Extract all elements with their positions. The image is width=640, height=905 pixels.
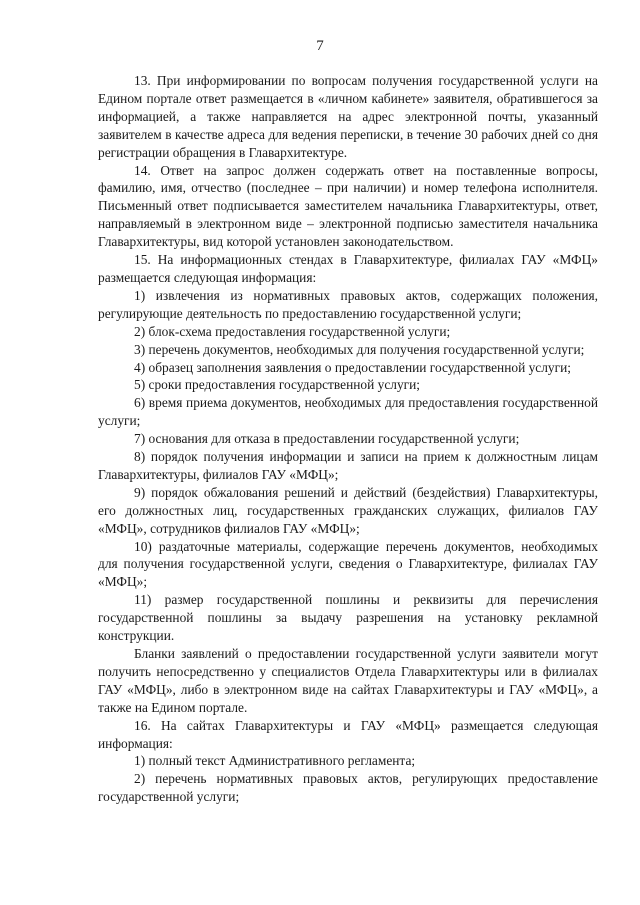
list-item: 2) перечень нормативных правовых актов, регулирующих предоставление государственной услуги; — [98, 771, 598, 805]
list-item: 8) порядок получения информации и записи на прием к должностным лицам Главархитектуры, филиалов ГАУ «МФЦ»; — [98, 449, 598, 482]
paragraph-14: 14. Ответ на запрос должен содержать ответ на поставленные вопросы, фамилию, имя, отчество (последнее – при наличии) и номер телефона исполнителя. Письменный ответ подписывается заместителем начальника Главархитектуры, ответ, направляемый в электронном виде – электронной подписью заместителя начальника Главархитектуры, вид которой установлен законодательством. — [98, 162, 598, 250]
list-item: 10) раздаточные материалы, содержащие перечень документов, необходимых для получения государственной услуги, сведения о Главархитектуре, филиалах ГАУ «МФЦ»; — [98, 538, 598, 590]
list-item: 2) блок-схема предоставления государственной услуги; — [134, 323, 451, 339]
list-item: 1) извлечения из нормативных правовых актов, содержащих положения, регулирующие деятельность по предоставлению государственной услуги; — [98, 287, 598, 321]
list-item: 1) полный текст Административного регламента; — [134, 753, 416, 769]
list-item: 6) время приема документов, необходимых для предоставления государственной услуги; — [98, 395, 598, 429]
document-body — [98, 72, 598, 806]
list-item: 7) основания для отказа в предоставлении государственной услуги; — [134, 431, 520, 447]
list-item: 9) порядок обжалования решений и действий (бездействия) Главархитектуры, его должностных лиц, государственных гражданских служащих, филиалов ГАУ «МФЦ», сотрудников филиалов ГАУ «МФЦ»; — [98, 484, 598, 536]
paragraph-16: 16. На сайтах Главархитектуры и ГАУ «МФЦ» размещается следующая информация: — [98, 717, 598, 751]
list-item: 3) перечень документов, необходимых для получения государственной услуги; — [134, 341, 585, 357]
forms-paragraph: Бланки заявлений о предоставлении государственной услуги заявители могут получить непосредственно у специалистов Отдела Главархитектуры или в филиалах ГАУ «МФЦ», либо в электронном виде на сайтах Главархитектуры и ГАУ «МФЦ», а также на Едином портале. — [98, 646, 598, 715]
page-number: 7 — [316, 38, 324, 54]
paragraph-13: 13. При информировании по вопросам получения государственной услуги на Едином портале ответ размещается в «личном кабинете» заявителя, обратившегося за информацией, а также направляется на адрес электронной почты, указанный заявителем в качестве адреса для ведения переписки, в течение 30 рабочих дней со дня регистрации обращения в Главархитектуре. — [98, 73, 598, 160]
list-item: 4) образец заполнения заявления о предоставлении государственной услуги; — [134, 359, 571, 375]
list-item: 5) сроки предоставления государственной услуги; — [134, 377, 421, 393]
paragraph-15: 15. На информационных стендах в Главархитектуре, филиалах ГАУ «МФЦ» размещается следующая информация: — [98, 252, 598, 285]
list-item: 11) размер государственной пошлины и реквизиты для перечисления государственной пошлины за выдачу разрешения на установку рекламной конструкции. — [98, 592, 598, 644]
